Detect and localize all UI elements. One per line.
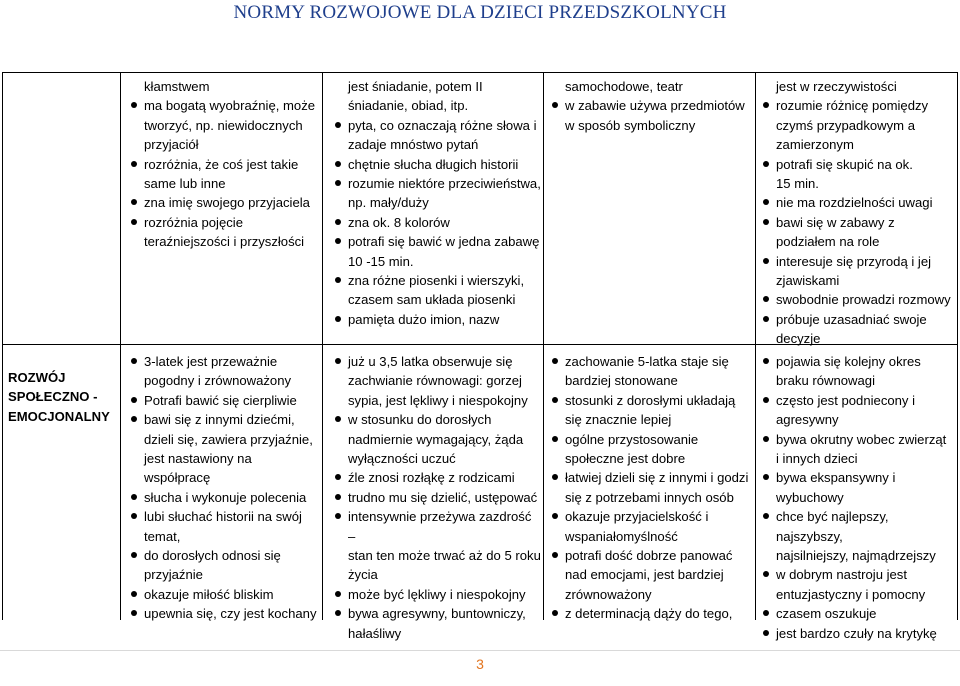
list-item (334, 213, 541, 232)
list-item-line: się znacznie lepiej (565, 412, 672, 428)
list-item-line: jest w rzeczywistości (776, 79, 897, 94)
list-item-line: próbuje uzasadniać swoje (776, 311, 927, 327)
list-item-line: same lub inne (144, 176, 226, 192)
list-item-line: bywa agresywny, buntowniczy, (348, 606, 526, 622)
list-item-line: swobodnie prowadzi rozmowy (776, 292, 951, 308)
list-item-line: chce być najlepszy, najszybszy, (776, 509, 889, 544)
list-item-line: kłamstwem (144, 79, 210, 94)
list-item-line: 10 -15 min. (348, 253, 414, 269)
list-item-line: źle znosi rozłąkę z rodzicami (348, 470, 515, 486)
list-item (762, 155, 955, 194)
list-item-line: przyjaciół (144, 137, 199, 153)
list-item (130, 488, 320, 507)
list-item (334, 410, 541, 468)
list-item-line: najsilniejszy, najmądrzejszy (776, 548, 936, 564)
list-item-line: wyłączności uczuć (348, 451, 456, 467)
list-item-line: ma bogatą wyobraźnię, może (144, 98, 316, 114)
list-item-line: potrafi się bawić w jedna zabawę (348, 234, 540, 250)
column-divider (120, 72, 121, 620)
list-item-line: rozumie niektóre przeciwieństwa, (348, 176, 541, 192)
list-item-line: zrównoważony (565, 586, 652, 602)
list-item (334, 77, 541, 116)
list-item-line: Potrafi bawić się cierpliwie (144, 392, 297, 408)
list-item-line: w dobrym nastroju jest (776, 567, 907, 583)
list-item-line: wspaniałomyślność (565, 528, 678, 544)
list-item-line: chętnie słucha długich historii (348, 156, 519, 172)
list-item-line: potrafi dość dobrze panować (565, 548, 733, 564)
list-item-line: w sposób symboliczny (565, 117, 696, 133)
list-item (334, 232, 541, 271)
list-item-line: się z potrzebami innych osób (565, 489, 734, 505)
list-item (130, 604, 320, 623)
list-item-line: już u 3,5 latka obserwuje się (348, 354, 513, 369)
list-item-line: lubi słuchać historii na swój (144, 509, 302, 525)
list-item-line: ogólne przystosowanie (565, 431, 699, 447)
list-item-line: życia (348, 567, 378, 583)
list-item-line: w zabawie używa przedmiotów (565, 98, 745, 114)
list-item-line: temat, (144, 528, 181, 544)
list-item (334, 604, 541, 643)
list-item-line: intensywnie przeżywa zazdrość – (348, 509, 532, 544)
page-title: NORMY ROZWOJOWE DLA DZIECI PRZEDSZKOLNYCH (233, 2, 727, 23)
list-item-line: pyta, co oznaczają różne słowa i (348, 117, 537, 133)
list-item-line: trudno mu się dzielić, ustępować (348, 489, 538, 505)
list-item-line: agresywny (776, 412, 839, 428)
list-item-line: zamierzonym (776, 137, 854, 153)
list-item (130, 77, 320, 96)
list-item-line: braku równowagi (776, 373, 875, 389)
list-item (551, 391, 753, 430)
list-item-line: zna różne piosenki i wierszyki, (348, 273, 525, 289)
list-item-line: jest nastawiony na (144, 451, 252, 467)
list-item-line: jest bardzo czuły na krytykę (776, 625, 937, 641)
list-item (130, 155, 320, 194)
list-item (762, 352, 955, 391)
list-item-line: interesuje się przyrodą i jej (776, 253, 932, 269)
list-item (762, 430, 955, 469)
list-item (334, 116, 541, 155)
cell-4-years-bottom (334, 352, 541, 643)
list-item (551, 352, 753, 391)
list-item-line: upewnia się, czy jest kochany (144, 606, 317, 622)
list-item-line: bywa ekspansywny i (776, 470, 896, 486)
row-label-social-emotional (8, 368, 116, 426)
list-item-line: w stosunku do dorosłych (348, 412, 492, 428)
list-item-line: często jest podniecony i (776, 392, 916, 408)
list-item (551, 77, 753, 96)
list-item-line: wybuchowy (776, 489, 844, 505)
list-item-line: łatwiej dzieli się z innymi i godzi (565, 470, 749, 486)
list-item (130, 410, 320, 488)
list-item-line: pogodny i zrównoważony (144, 373, 292, 389)
list-item (334, 271, 541, 310)
list-item (762, 252, 955, 291)
list-item (334, 352, 541, 410)
list-item-line: rozumie różnicę pomiędzy (776, 98, 929, 114)
list-item (762, 193, 955, 212)
list-item-line: czasem sam układa piosenki (348, 292, 516, 308)
list-item-line: zjawiskami (776, 273, 840, 289)
list-item (130, 507, 320, 546)
cell-5-years-bottom (551, 352, 753, 624)
list-item-line: samochodowe, teatr (565, 79, 683, 94)
cell-5-years-top (551, 77, 753, 135)
list-item-line: tworzyć, np. niewidocznych (144, 117, 303, 133)
list-item (334, 468, 541, 487)
list-item (551, 468, 753, 507)
table-top-border (2, 72, 958, 73)
cell-3-years-top (130, 77, 320, 252)
list-item (334, 585, 541, 604)
list-item (551, 96, 753, 135)
list-item (762, 565, 955, 604)
list-item-line: nie ma rozdzielności uwagi (776, 195, 933, 211)
list-item-line: pamięta dużo imion, nazw (348, 311, 500, 327)
list-item-line: zna ok. 8 kolorów (348, 214, 450, 230)
footer-divider (0, 650, 960, 651)
list-item-line: pojawia się kolejny okres (776, 354, 921, 369)
column-divider (322, 72, 323, 620)
list-item-line: hałaśliwy (348, 625, 402, 641)
list-item-line: sypia, jest lękliwy i niespokojny (348, 392, 528, 408)
list-item (334, 155, 541, 174)
list-item (762, 468, 955, 507)
row-label-line: ROZWÓJ (8, 370, 66, 385)
list-item-line: okazuje przyjacielskość i (565, 509, 709, 525)
list-item (130, 352, 320, 391)
list-item-line: nadmiernie wymagający, żąda (348, 431, 524, 447)
list-item-line: bardziej stonowane (565, 373, 678, 389)
list-item (762, 507, 955, 565)
list-item (762, 96, 955, 154)
list-item (762, 391, 955, 430)
list-item-line: zachowanie 5-latka staje się (565, 354, 729, 369)
list-item-line: bawi się z innymi dziećmi, (144, 412, 295, 428)
list-item-line: zachwianie równowagi: gorzej (348, 373, 522, 389)
list-item-line: rozróżnia pojęcie (144, 214, 243, 230)
list-item (762, 604, 955, 623)
list-item-line: zadaje mnóstwo pytań (348, 137, 479, 153)
list-item-line: 15 min. (776, 176, 819, 192)
list-item (551, 546, 753, 604)
list-item-line: 3-latek jest przeważnie (144, 354, 278, 369)
row-label-line: EMOCJONALNY (8, 408, 110, 424)
column-divider (957, 72, 958, 620)
list-item-line: i innych dzieci (776, 451, 858, 467)
list-item (130, 213, 320, 252)
list-item-line: czasem oszukuje (776, 606, 877, 622)
list-item (762, 290, 955, 309)
list-item-line: może być lękliwy i niespokojny (348, 586, 526, 602)
list-item (551, 507, 753, 546)
list-item-line: współpracę (144, 470, 211, 486)
list-item-line: nad emocjami, jest bardziej (565, 567, 724, 583)
list-item-line: przyjaźnie (144, 567, 203, 583)
list-item (762, 213, 955, 252)
list-item-line: zna imię swojego przyjaciela (144, 195, 310, 211)
cell-6-years-top (762, 77, 955, 349)
list-item-line: np. mały/duży (348, 195, 429, 211)
column-divider (755, 72, 756, 620)
list-item-line: bawi się w zabawy z (776, 214, 895, 230)
list-item-line: teraźniejszości i przyszłości (144, 234, 305, 250)
list-item-line: decyzje (776, 331, 821, 347)
list-item (334, 488, 541, 507)
cell-4-years-top (334, 77, 541, 329)
row-label-line: SPOŁECZNO - (8, 389, 98, 405)
cell-6-years-bottom (762, 352, 955, 643)
list-item (130, 96, 320, 154)
list-item (130, 585, 320, 604)
page-number: 3 (476, 656, 484, 672)
list-item-line: rozróżnia, że coś jest takie (144, 156, 299, 172)
list-item-line: słucha i wykonuje polecenia (144, 489, 307, 505)
list-item (551, 604, 753, 623)
development-norms-table (2, 72, 958, 641)
list-item-line: społeczne jest dobre (565, 451, 686, 467)
list-item (130, 193, 320, 212)
list-item-line: bywa okrutny wobec zwierząt (776, 431, 947, 447)
list-item-line: do dorosłych odnosi się (144, 548, 281, 564)
list-item (334, 310, 541, 329)
list-item (762, 310, 955, 349)
cell-3-years-bottom (130, 352, 320, 624)
list-item-line: entuzjastyczny i pomocny (776, 586, 926, 602)
list-item-line: jest śniadanie, potem II (348, 79, 483, 94)
list-item (762, 624, 955, 643)
list-item-line: dzieli się, zawiera przyjaźnie, (144, 431, 313, 447)
list-item (334, 174, 541, 213)
list-item-line: z determinacją dąży do tego, (565, 606, 733, 622)
list-item (334, 507, 541, 585)
list-item-line: potrafi się skupić na ok. (776, 156, 913, 172)
list-item-line: okazuje miłość bliskim (144, 586, 274, 602)
list-item (130, 546, 320, 585)
list-item-line: czymś przypadkowym a (776, 117, 915, 133)
list-item-line: stan ten może trwać aż do 5 roku (348, 548, 541, 564)
list-item (762, 77, 955, 96)
list-item-line: podziałem na role (776, 234, 880, 250)
column-divider (543, 72, 544, 620)
list-item-line: stosunki z dorosłymi układają (565, 392, 736, 408)
list-item (551, 430, 753, 469)
column-divider (2, 72, 3, 620)
list-item (130, 391, 320, 410)
list-item-line: śniadanie, obiad, itp. (348, 98, 469, 114)
